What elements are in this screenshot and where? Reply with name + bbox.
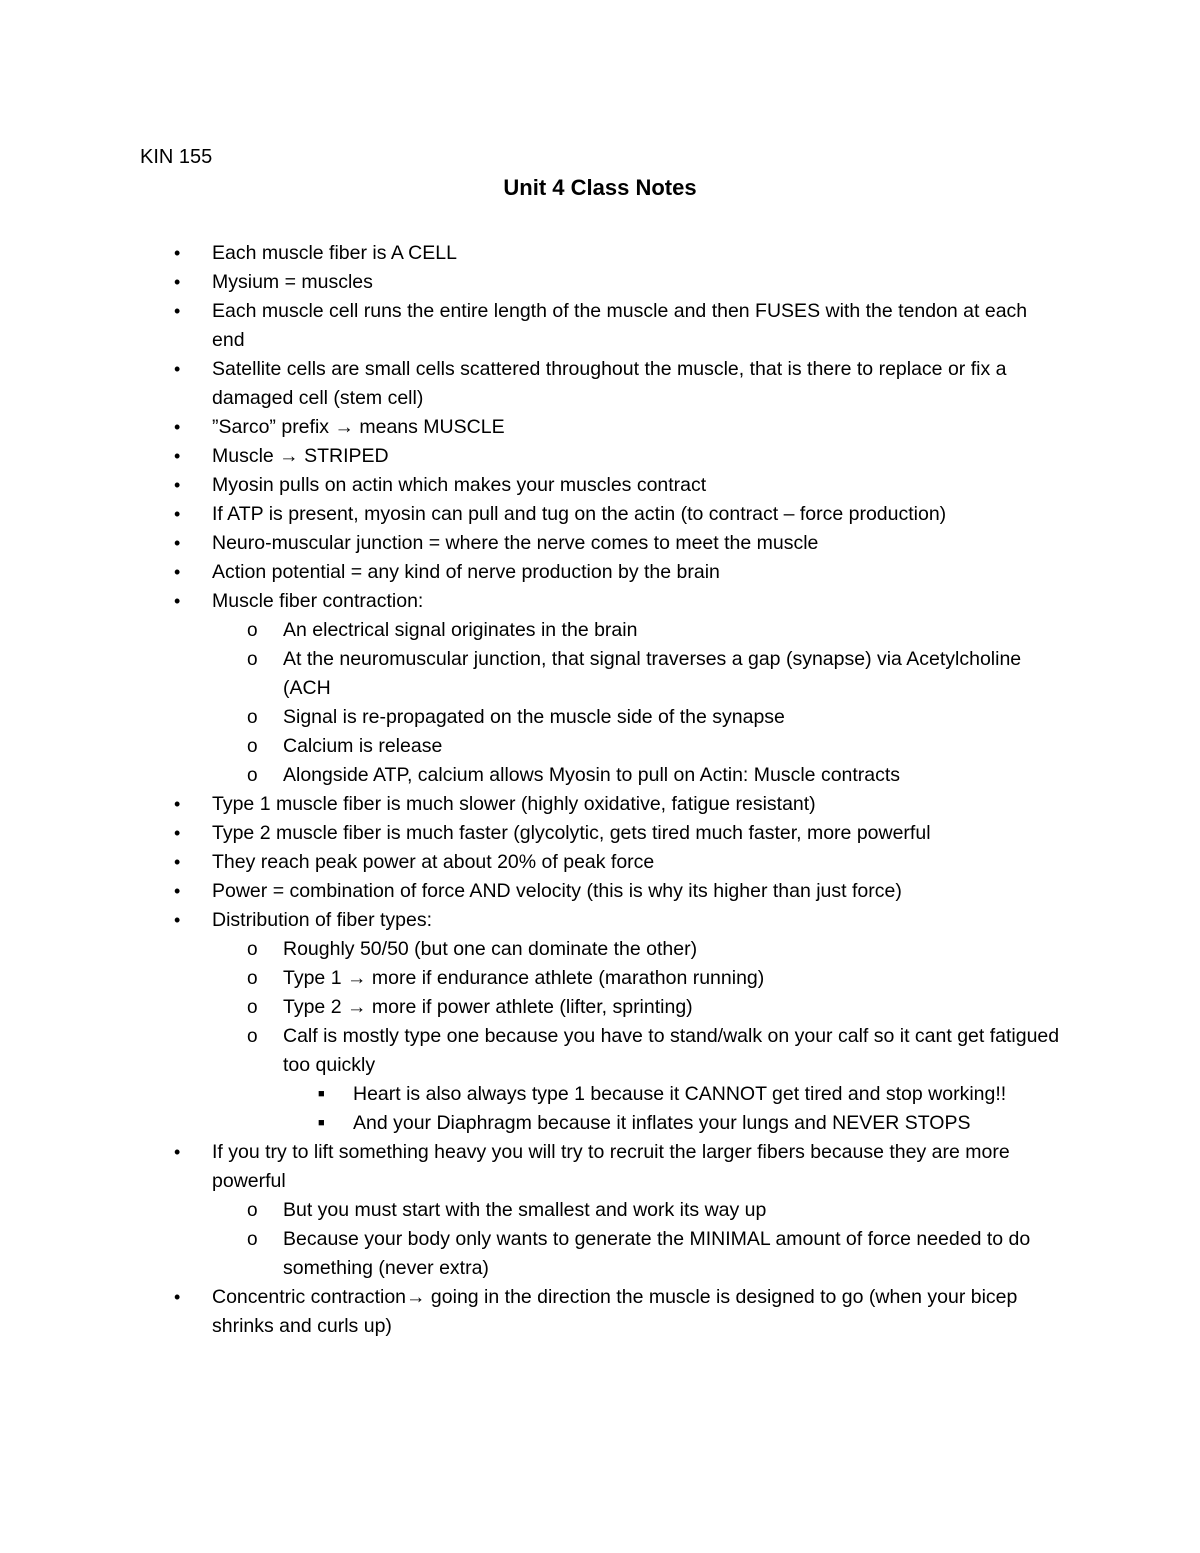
bullet-icon: • bbox=[174, 272, 181, 292]
bullet-icon: • bbox=[174, 852, 181, 872]
note-text: Power = combination of force AND velocity (this is why its higher than just force) bbox=[212, 880, 902, 902]
square-bullet-icon: ■ bbox=[318, 1117, 325, 1129]
circle-bullet-icon: o bbox=[247, 997, 258, 1018]
note-item-level-1 bbox=[0, 587, 1200, 616]
note-text: Type 2 muscle fiber is much faster (glycolytic, gets tired much faster, more powerful bbox=[212, 822, 931, 844]
circle-bullet-icon: o bbox=[247, 939, 258, 960]
note-item-level-1 bbox=[0, 819, 1200, 848]
note-item-level-1 bbox=[0, 790, 1200, 819]
note-item-level-2 bbox=[0, 935, 1200, 964]
notes-list bbox=[0, 239, 1200, 1341]
bullet-icon: • bbox=[174, 243, 181, 263]
course-code: KIN 155 bbox=[140, 146, 213, 168]
note-text: Mysium = muscles bbox=[212, 271, 373, 293]
circle-bullet-icon: o bbox=[247, 649, 258, 670]
note-text: Myosin pulls on actin which makes your muscles contract bbox=[212, 474, 707, 496]
bullet-icon: • bbox=[174, 794, 181, 814]
note-item-level-2 bbox=[0, 761, 1200, 790]
bullet-icon: • bbox=[174, 881, 181, 901]
note-item-level-1 bbox=[0, 297, 1200, 355]
note-item-level-2 bbox=[0, 1225, 1200, 1283]
circle-bullet-icon: o bbox=[247, 620, 258, 641]
note-text: At the neuromuscular junction, that signal traverses a gap (synapse) via Acetylcholine (ACH bbox=[283, 648, 1022, 699]
circle-bullet-icon: o bbox=[247, 968, 258, 989]
note-item-level-1 bbox=[0, 877, 1200, 906]
bullet-icon: • bbox=[174, 562, 181, 582]
circle-bullet-icon: o bbox=[247, 765, 258, 786]
note-item-level-1 bbox=[0, 471, 1200, 500]
circle-bullet-icon: o bbox=[247, 1229, 258, 1250]
note-item-level-1 bbox=[0, 558, 1200, 587]
bullet-icon: • bbox=[174, 475, 181, 495]
note-text: Heart is also always type 1 because it CANNOT get tired and stop working!! bbox=[353, 1083, 1007, 1105]
bullet-icon: • bbox=[174, 504, 181, 524]
note-item-level-2 bbox=[0, 616, 1200, 645]
note-item-level-1 bbox=[0, 442, 1200, 471]
note-item-level-1 bbox=[0, 413, 1200, 442]
circle-bullet-icon: o bbox=[247, 1200, 258, 1221]
note-item-level-1 bbox=[0, 239, 1200, 268]
note-text: Action potential = any kind of nerve production by the brain bbox=[212, 561, 720, 583]
note-text: Each muscle cell runs the entire length of the muscle and then FUSES with the tendon at each end bbox=[212, 300, 1028, 351]
note-item-level-2 bbox=[0, 732, 1200, 761]
note-item-level-2 bbox=[0, 645, 1200, 703]
note-text: Alongside ATP, calcium allows Myosin to pull on Actin: Muscle contracts bbox=[283, 764, 901, 786]
note-item-level-1 bbox=[0, 355, 1200, 413]
note-item-level-1 bbox=[0, 1138, 1200, 1196]
note-text: Concentric contraction→ going in the direction the muscle is designed to go (when your bicep shrinks and curls up) bbox=[212, 1286, 1018, 1337]
note-item-level-2 bbox=[0, 993, 1200, 1022]
note-item-level-1 bbox=[0, 1283, 1200, 1341]
bullet-icon: • bbox=[174, 1287, 181, 1307]
bullet-icon: • bbox=[174, 417, 181, 437]
square-bullet-icon: ■ bbox=[318, 1088, 325, 1100]
note-item-level-2 bbox=[0, 964, 1200, 993]
note-item-level-1 bbox=[0, 906, 1200, 935]
note-item-level-3 bbox=[0, 1080, 1200, 1109]
note-text: ”Sarco” prefix → means MUSCLE bbox=[212, 416, 505, 438]
note-text: Neuro-muscular junction = where the nerve comes to meet the muscle bbox=[212, 532, 819, 554]
note-text: If ATP is present, myosin can pull and tug on the actin (to contract – force production) bbox=[212, 503, 947, 525]
note-text: And your Diaphragm because it inflates your lungs and NEVER STOPS bbox=[353, 1112, 971, 1134]
note-text: Because your body only wants to generate the MINIMAL amount of force needed to do something (never extra) bbox=[283, 1228, 1031, 1279]
note-text: But you must start with the smallest and work its way up bbox=[283, 1199, 767, 1221]
bullet-icon: • bbox=[174, 1142, 181, 1162]
note-text: Muscle fiber contraction: bbox=[212, 590, 424, 612]
bullet-icon: • bbox=[174, 446, 181, 466]
bullet-icon: • bbox=[174, 301, 181, 321]
circle-bullet-icon: o bbox=[247, 707, 258, 728]
note-text: Satellite cells are small cells scattered throughout the muscle, that is there to replace or fix a damaged cell (stem cell) bbox=[212, 358, 1007, 409]
note-text: They reach peak power at about 20% of peak force bbox=[212, 851, 655, 873]
note-item-level-2 bbox=[0, 1022, 1200, 1080]
note-text: Distribution of fiber types: bbox=[212, 909, 433, 931]
note-item-level-2 bbox=[0, 703, 1200, 732]
note-item-level-2 bbox=[0, 1196, 1200, 1225]
note-text: Calf is mostly type one because you have to stand/walk on your calf so it cant get fatigued too quickly bbox=[283, 1025, 1060, 1076]
note-item-level-1 bbox=[0, 529, 1200, 558]
circle-bullet-icon: o bbox=[247, 1026, 258, 1047]
note-text: An electrical signal originates in the brain bbox=[283, 619, 638, 641]
note-item-level-1 bbox=[0, 268, 1200, 297]
circle-bullet-icon: o bbox=[247, 736, 258, 757]
note-text: Type 2 → more if power athlete (lifter, sprinting) bbox=[283, 996, 693, 1018]
note-item-level-3 bbox=[0, 1109, 1200, 1138]
note-text: Each muscle fiber is A CELL bbox=[212, 242, 457, 264]
bullet-icon: • bbox=[174, 823, 181, 843]
note-text: Type 1 → more if endurance athlete (marathon running) bbox=[283, 967, 765, 989]
note-text: Calcium is release bbox=[283, 735, 443, 757]
note-text: If you try to lift something heavy you will try to recruit the larger fibers because they are more powerful bbox=[212, 1141, 1010, 1192]
note-item-level-1 bbox=[0, 500, 1200, 529]
page-title: Unit 4 Class Notes bbox=[503, 175, 697, 200]
bullet-icon: • bbox=[174, 359, 181, 379]
note-text: Muscle → STRIPED bbox=[212, 445, 389, 467]
bullet-icon: • bbox=[174, 533, 181, 553]
note-item-level-1 bbox=[0, 848, 1200, 877]
bullet-icon: • bbox=[174, 910, 181, 930]
bullet-icon: • bbox=[174, 591, 181, 611]
note-text: Roughly 50/50 (but one can dominate the other) bbox=[283, 938, 698, 960]
note-text: Signal is re-propagated on the muscle side of the synapse bbox=[283, 706, 785, 728]
note-text: Type 1 muscle fiber is much slower (highly oxidative, fatigue resistant) bbox=[212, 793, 816, 815]
